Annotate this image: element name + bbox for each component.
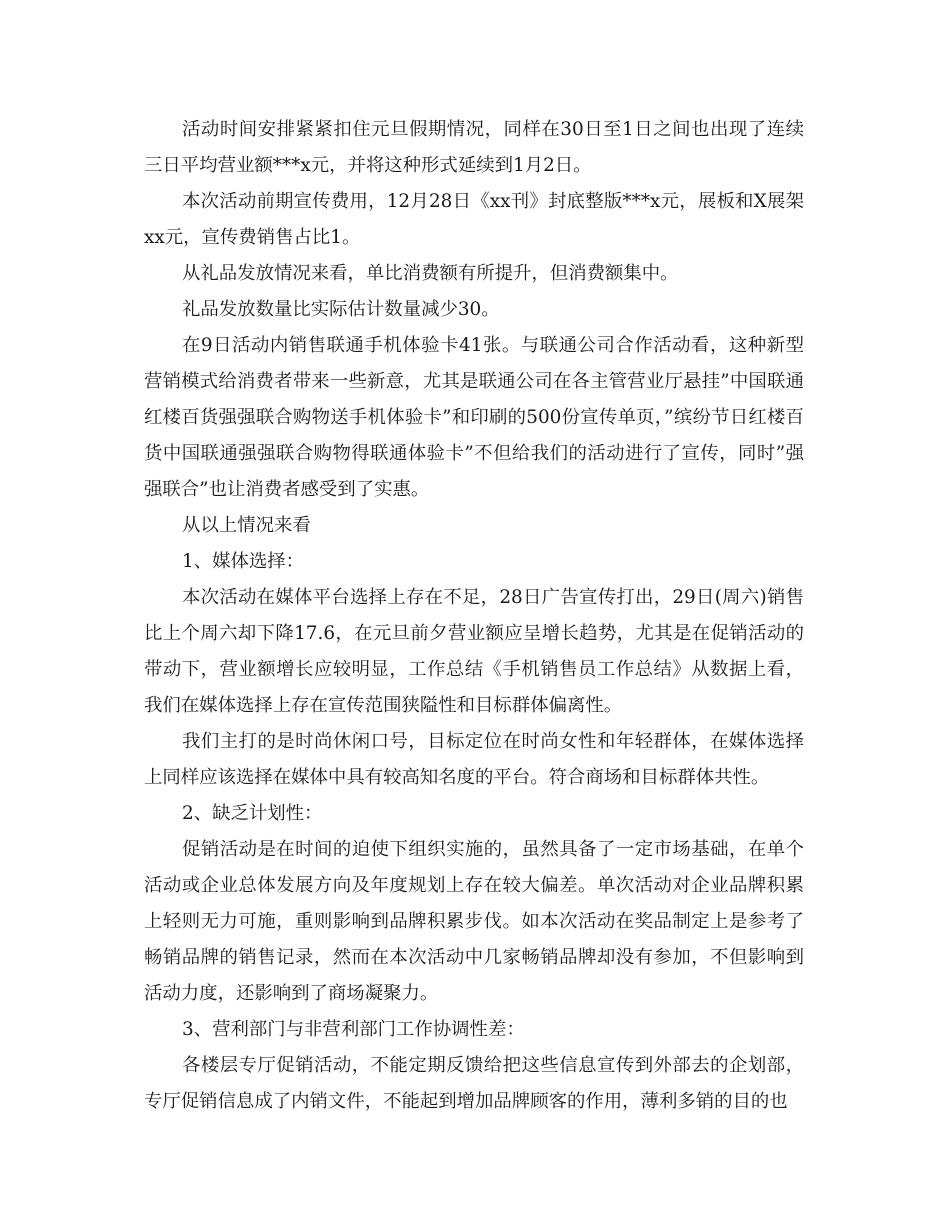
section-heading: 2、缺乏计划性： (182, 803, 323, 824)
paragraph: 本次活动前期宣传费用，12月28日《xx刊》封底整版***x元，展板和X展架xx元，宣传费销售占比1。 (144, 191, 804, 248)
paragraph: 从以上情况来看 (182, 515, 311, 536)
paragraph: 促销活动是在时间的迫使下组织实施的，虽然具备了一定市场基础，在单个活动或企业总体发展方向及年度规划上存在较大偏差。单次活动对企业品牌积累上轻则无力可施，重则影响到品牌积累步伐。如本次活动在奖品制定上是参考了畅销品牌的销售记录，然而在本次活动中几家畅销品牌却没有参加，不但影响到活动力度，还影响到了商场凝聚力。 (144, 839, 804, 1004)
paragraph: 我们主打的是时尚休闲口号，目标定位在时尚女性和年轻群体，在媒体选择上同样应该选择在媒体中具有较高知名度的平台。符合商场和目标群体共性。 (144, 731, 804, 788)
section-heading: 3、营利部门与非营利部门工作协调性差： (182, 1019, 525, 1040)
paragraph: 本次活动在媒体平台选择上存在不足，28日广告宣传打出，29日(周六)销售比上个周六却下降17.6，在元旦前夕营业额应呈增长趋势，尤其是在促销活动的带动下，营业额增长应较明显，工作总结《手机销售员工作总结》从数据上看，我们在媒体选择上存在宣传范围狭隘性和目标群体偏离性。 (144, 587, 804, 716)
paragraph: 活动时间安排紧紧扣住元旦假期情况，同样在30日至1日之间也出现了连续三日平均营业额***x元，并将这种形式延续到1月2日。 (144, 119, 804, 176)
section-heading: 1、媒体选择： (182, 551, 305, 572)
paragraph: 礼品发放数量比实际估计数量减少30。 (182, 299, 500, 320)
document-body (144, 112, 804, 1120)
paragraph: 各楼层专厅促销活动，不能定期反馈给把这些信息宣传到外部去的企划部，专厅促销信息成了内销文件，不能起到增加品牌顾客的作用，薄利多销的目的也 (144, 1055, 804, 1112)
paragraph: 从礼品发放情况来看，单比消费额有所提升，但消费额集中。 (182, 263, 679, 284)
paragraph: 在9日活动内销售联通手机体验卡41张。与联通公司合作活动看，这种新型营销模式给消费者带来一些新意，尤其是联通公司在各主管营业厅悬挂”中国联通红楼百货强强联合购物送手机体验卡”和印刷的500份宣传单页，”缤纷节日红楼百货中国联通强强联合购物得联通体验卡”不但给我们的活动进行了宣传，同时”强强联合”也让消费者感受到了实惠。 (144, 335, 804, 500)
